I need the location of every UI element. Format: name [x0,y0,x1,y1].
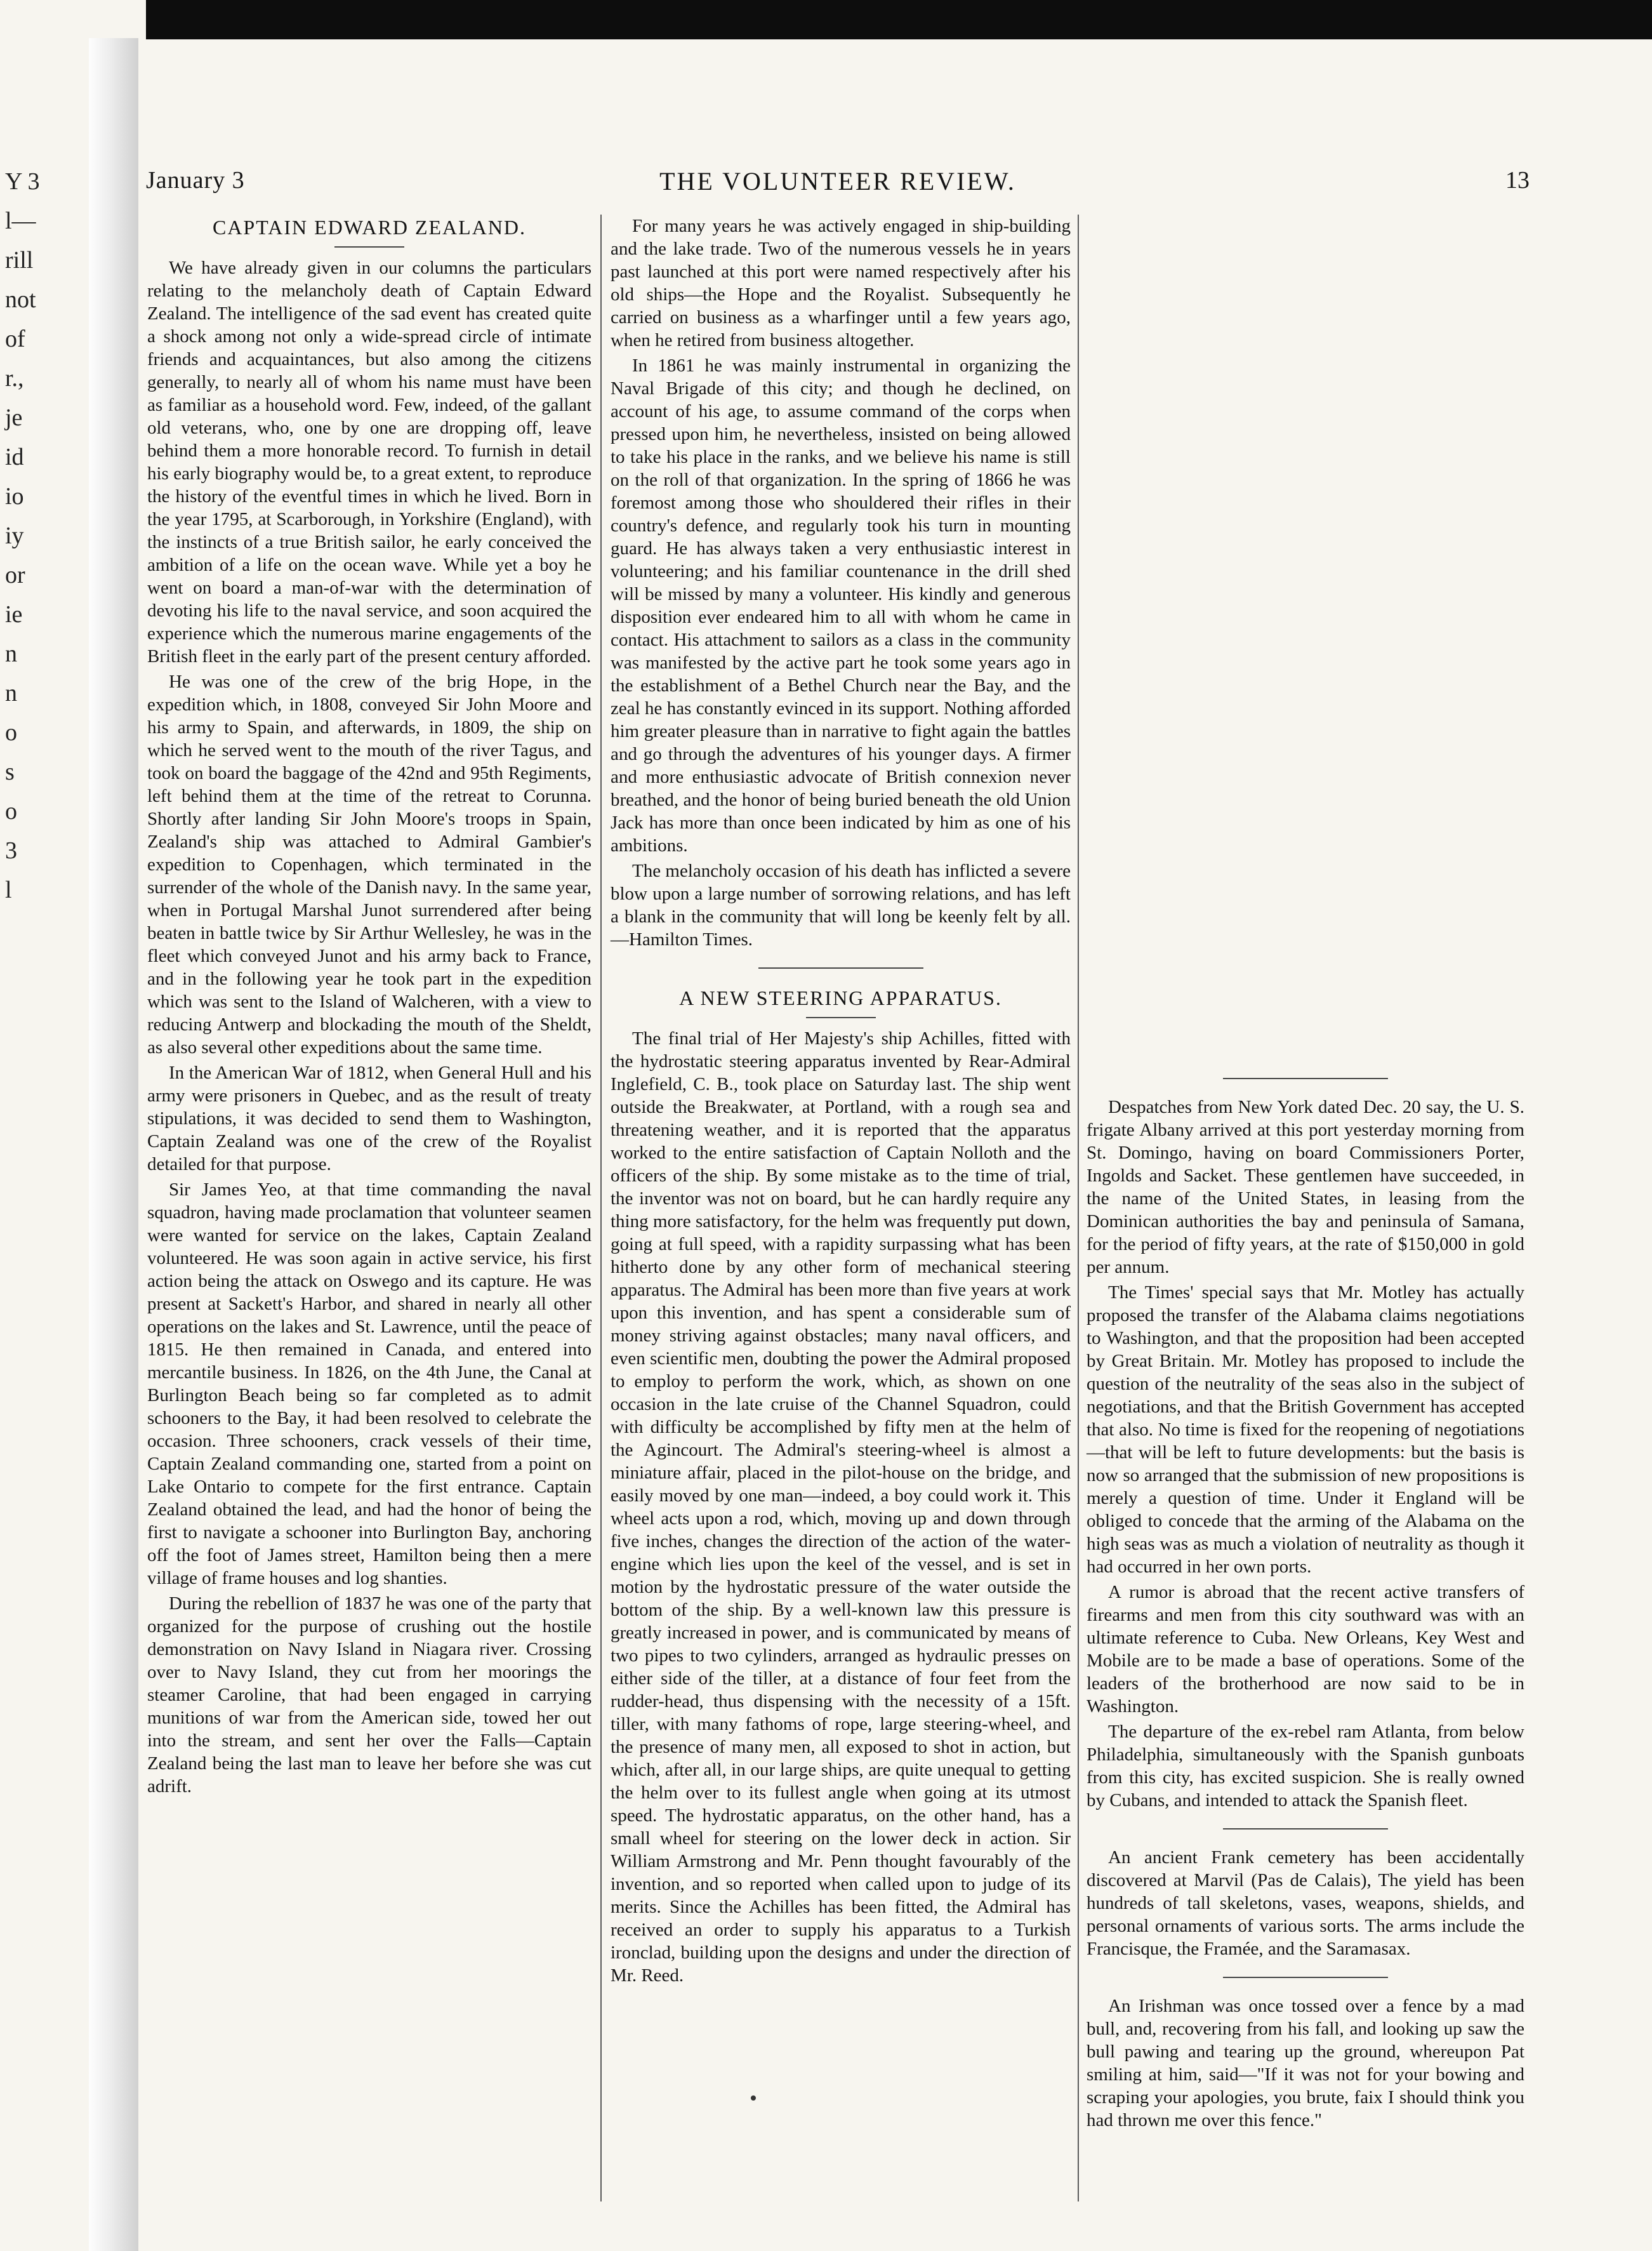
article-paragraph: He was one of the crew of the brig Hope, in the expedition which, in 1808, conveyed Sir John Moore and his army to Spain, and afterwards, in 1809, the ship on which he served went to the mouth of the river Tagus, and took on board the baggage of the 42nd and 95th Regiments, left behind them at the time of the retreat to Corunna. Shortly after landing Sir John Moore's troops in Spain, Zealand's ship was attached to Admiral Gambier's expedition to Copenhagen, which terminated in the surrender of the whole of the Danish navy. In the same year, when in Portugal Marshal Junot surrendered after being beaten in battle twice by Sir Arthur Wellesley, he was in the fleet which conveyed Junot and his army back to France, and in the following year he took part in the expedition which was sent to the Island of Walcheren, with a view to reducing Antwerp and blockading the mouth of the Sheldt, as also several other expeditions about the same time. [147,672,591,1058]
issue-date: January 3 [146,167,245,194]
article-paragraph: In the American War of 1812, when General Hull and his army were prisoners in Quebec, and as the result of treaty stipulations, it was decided to send them to Washington, Captain Zealand was one of the crew of the Royalist detailed for that purpose. [147,1063,591,1174]
article-heading: CAPTAIN EDWARD ZEALAND. [212,216,527,239]
top-black-bar [146,0,1652,39]
section-rule [1223,1977,1388,1978]
column-2 [611,215,1071,2201]
column-3 [1087,215,1524,2201]
page-spine-shadow [89,38,138,2251]
article-heading: A NEW STEERING APPARATUS. [679,986,1002,1009]
publication-title: THE VOLUNTEER REVIEW. [659,167,1016,196]
article-paragraph: The melancholy occasion of his death has inflicted a severe blow upon a large number of sorrowing relations, and has left a blank in the community that will long be keenly felt by all.—Hamilton Times. [611,861,1071,950]
page-number: 13 [1505,167,1530,194]
article-paragraph: For many years he was actively engaged in ship-building and the lake trade. Two of the numerous vessels he in years past launched at this port were named respectively after his old ships—the Hope and the Royalist. Subsequently he carried on business as a wharfinger until a few years ago, when he retired from business altogether. [611,216,1071,350]
news-paragraph: The Times' special says that Mr. Motley has actually proposed the transfer of the Alabama claims negotiations to Washington, and that the proposition had been accepted by Great Britain. Mr. Motley has proposed to include the question of the neutrality of the seas also in the subject of negotiations, and that the British Government has accepted that also. No time is fixed for the reopening of negotiations—that will be left to future developments: but the basis is now so arranged that the submission of new propositions is merely a question of time. Under it England will be obliged to concede that the arming of the Alabama on the high seas was as much a violation of neutrality as though it had occurred in her own ports. [1087,1282,1524,1577]
page-header [146,166,1530,204]
heading-rule [334,246,404,248]
heading-rule [806,1017,876,1018]
article-paragraph: The final trial of Her Majesty's ship Achilles, fitted with the hydrostatic steering apparatus invented by Rear-Admiral Inglefield, C. B., took place on Saturday last. The ship went outside the Breakwater, at Portland, with a rough sea and threatening weather, and it is reported that the apparatus worked to the entire satisfaction of Captain Nolloth and the officers of the ship. By some mistake as to the time of trial, the inventor was not on board, but he can hardly require any thing more satisfactory, for the helm was frequently put down, going at full speed, with a rapidity surpassing what has been hitherto done by any other form of mechanical steering apparatus. The Admiral has been more than five years at work upon this invention, and has spent a considerable sum of money striving against obstacles; many naval officers, and even scientific men, doubting the power the Admiral proposed to employ to perform the work, which, as shown on one occasion in the late cruise of the Channel Squadron, could with difficulty be accomplished by fifty men at the helm of the Agincourt. The Admiral's steering-wheel is almost a miniature affair, placed in the pilot-house on the bridge, and easily moved by one man—indeed, a boy could work it. This wheel acts upon a rod, which, moving up and down through five inches, changes the direction of the action of the water-engine which lies upon the keel of the vessel, and is set in motion by the hydrostatic pressure of the water outside the bottom of the ship. By a well-known law this pressure is greatly increased in power, and is communicated by means of two pipes to two cylinders, arranged as hydraulic presses on either side of the tiller, at a distance of four feet from the rudder-head, thus dispensing with the necessity of a 15ft. tiller, with many fathoms of rope, large steering-wheel, and the presence of many men, all exposed to shot in action, but which, after all, in our large ships, are quite unequal to getting the helm over to its fullest angle when going at its utmost speed. The hydrostatic apparatus, on the other hand, has a small wheel for steering on the lower deck in action. Sir William Armstrong and Mr. Penn thought favourably of the invention, and so reported when called upon to judge of its merits. Since the Achilles has been fitted, the Admiral has received an order to supply his apparatus to a Turkish ironclad, building upon the designs and under the direction of Mr. Reed. [611,1028,1071,1986]
page-mark [751,2095,756,2101]
article-paragraph: During the rebellion of 1837 he was one of the party that organized for the purpose of crushing out the hostile demonstration on Navy Island in Niagara river. Crossing over to Navy Island, they cut from her moorings the steamer Caroline, that had been engaged in carrying munitions of war from the American side, towed her out into the stream, and sent her over the Falls—Captain Zealand being the last man to leave her before she was cut adrift. [147,1593,591,1796]
news-paragraph: An Irishman was once tossed over a fence by a mad bull, and, recovering from his fall, and looking up saw the bull pawing and tearing up the ground, whereupon Pat smiling at him, said—"If it was not for your bowing and scraping your apologies, you brute, faix I should think you had thrown me over this fence." [1087,1996,1524,2130]
section-rule [1223,1078,1388,1079]
adjacent-page-fragments: Y 3 l— rill not of r., je id io iy or ie n n o s o 3 l [5,168,40,903]
news-paragraph: Despatches from New York dated Dec. 20 say, the U. S. frigate Albany arrived at this port yesterday morning from St. Domingo, having on board Commissioners Porter, Ingolds and Sacket. These gentlemen have succeeded, in the name of the United States, in leasing from the Dominican authorities the bay and peninsula of Samana, for the period of fifty years, at the rate of $150,000 in gold per annum. [1087,1097,1524,1277]
article-paragraph: Sir James Yeo, at that time commanding the naval squadron, having made proclamation that volunteer seamen were wanted for service on the lakes, Captain Zealand volunteered. He was soon again in active service, his first action being the attack on Oswego and its capture. He was present at Sackett's Harbor, and shared in nearly all other operations on the lakes and St. Lawrence, until the peace of 1815. He then remained in Canada, and entered into mercantile business. In 1826, on the 4th June, the Canal at Burlington Beach being so far completed as to admit schooners to the Bay, it had been resolved to celebrate the occasion. Three schooners, crack vessels of their time, Captain Zealand commanding one, started from a point on Lake Ontario to compete for the first entrance. Captain Zealand obtained the lead, and had the honor of being the first to navigate a schooner into Burlington Bay, anchoring off the foot of James street, Hamilton being then a mere village of frame houses and log shanties. [147,1179,591,1588]
column-1 [147,215,591,2201]
column-rule [600,215,602,2201]
news-paragraph: A rumor is abroad that the recent active transfers of firearms and men from this city southward was with an ultimate reference to Cuba. New Orleans, Key West and Mobile are to be made a base of operations. Some of the leaders of the brotherhood are now said to be in Washington. [1087,1582,1524,1716]
column-rule [1078,215,1079,2201]
news-paragraph: An ancient Frank cemetery has been accidentally discovered at Marvil (Pas de Calais), The yield has been hundreds of tall skeletons, vases, weapons, shields, and personal ornaments of various sorts. The arms include the Francisque, the Framée, and the Saramasax. [1087,1847,1524,1959]
section-rule [758,967,923,969]
section-rule [1223,1828,1388,1829]
news-paragraph: The departure of the ex-rebel ram Atlanta, from below Philadelphia, simultaneously with the Spanish gunboats from this city, has excited suspicion. She is really owned by Cubans, and intended to attack the Spanish fleet. [1087,1722,1524,1810]
article-paragraph: In 1861 he was mainly instrumental in organizing the Naval Brigade of this city; and though he declined, on account of his age, to assume command of the corps when pressed upon him, he nevertheless, insisted on being allowed to take his place in the ranks, and we believe his name is still on the roll of that organization. In the spring of 1866 he was foremost among those who shouldered their rifles in their country's defence, and regularly took his turn in mounting guard. He has always taken a very enthusiastic interest in volunteering; and his familiar countenance in the drill shed will be missed by many a volunteer. His kindly and generous disposition ever endeared him to all with whom he came in contact. His attachment to sailors as a class in the community was manifested by the active part he took some years ago in the establishment of a Bethel Church near the Bay, and the zeal he has constantly evinced in its support. Nothing afforded him greater pleasure than in narrative to fight again the battles and go through the adventures of his younger days. A firmer and more enthusiastic advocate of British connexion never breathed, and the honor of being buried beneath the old Union Jack has more than once been indicated by him as one of his ambitions. [611,355,1071,856]
article-paragraph: We have already given in our columns the particulars relating to the melancholy death of Captain Edward Zealand. The intelligence of the sad event has created quite a shock among not only a wide-spread circle of intimate friends and acquaintances, but also among the citizens generally, to nearly all of whom his name must have been as familiar as a household word. Few, indeed, of the gallant old veterans, who, one by one are dropping off, leave behind them a more honorable record. To furnish in detail his early biography would be, to a great extent, to reproduce the history of the eventful times in which he lived. Born in the year 1795, at Scarborough, in Yorkshire (England), with the instincts of a true British sailor, he early conceived the ambition of a life on the ocean wave. While yet a boy he went on board a man-of-war with the determination of devoting his life to the naval service, and soon acquired the experience which the numerous marine engagements of the British fleet in the early part of the present century afforded. [147,258,591,667]
